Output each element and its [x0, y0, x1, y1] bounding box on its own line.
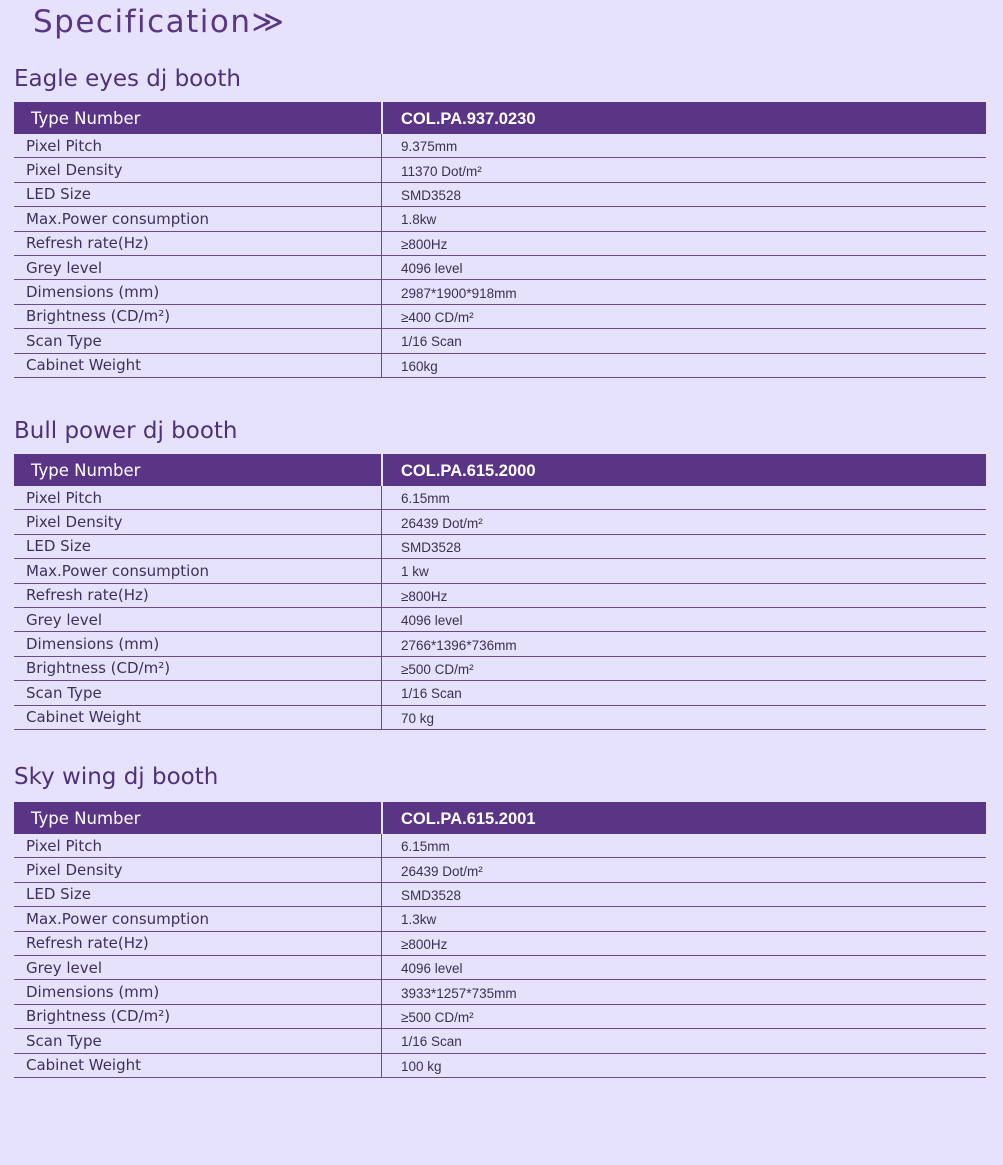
- type-number-label: Type Number: [31, 808, 141, 828]
- section-title-sky-wing: Sky wing dj booth: [14, 764, 219, 790]
- spec-value: ≥500 CD/m²: [401, 1009, 474, 1025]
- table-header-row: [14, 102, 986, 134]
- column-divider: [381, 834, 382, 858]
- spec-value: 160kg: [401, 358, 438, 374]
- column-divider: [381, 1029, 382, 1053]
- column-divider: [381, 907, 382, 931]
- table-row: [14, 256, 986, 280]
- table-row: [14, 1029, 986, 1053]
- table-row: [14, 510, 986, 534]
- column-divider: [381, 1005, 382, 1029]
- spec-label: Refresh rate(Hz): [26, 586, 149, 605]
- spec-value: ≥800Hz: [401, 588, 448, 604]
- table-row: [14, 834, 986, 858]
- table-row: [14, 1005, 986, 1029]
- column-divider: [381, 858, 382, 882]
- table-row: [14, 207, 986, 231]
- table-row: [14, 280, 986, 304]
- spec-value: 9.375mm: [401, 139, 458, 155]
- spec-value: 1/16 Scan: [401, 334, 462, 350]
- spec-label: Cabinet Weight: [26, 708, 141, 727]
- spec-label: LED Size: [26, 885, 91, 904]
- spec-value: ≥500 CD/m²: [401, 661, 474, 677]
- column-divider: [381, 486, 382, 510]
- spec-value: 1.3kw: [401, 912, 437, 928]
- table-row: [14, 932, 986, 956]
- table-row: [14, 681, 986, 705]
- spec-value: 100 kg: [401, 1058, 442, 1074]
- spec-label: Pixel Pitch: [26, 488, 102, 507]
- table-body: [14, 486, 986, 730]
- type-number-label: Type Number: [31, 108, 141, 128]
- spec-value: 4096 level: [401, 961, 463, 977]
- table-row: [14, 883, 986, 907]
- spec-label: Scan Type: [26, 1031, 102, 1050]
- section-title-eagle-eyes: Eagle eyes dj booth: [14, 66, 241, 92]
- column-divider: [381, 510, 382, 534]
- spec-value: ≥800Hz: [401, 936, 448, 952]
- spec-label: Max.Power consumption: [26, 209, 210, 228]
- spec-label: Grey level: [26, 610, 103, 629]
- table-row: [14, 305, 986, 329]
- spec-label: Pixel Pitch: [26, 836, 102, 855]
- section-title-bull-power: Bull power dj booth: [14, 418, 238, 444]
- column-divider: [381, 454, 383, 486]
- column-divider: [381, 280, 382, 304]
- table-header-row: [14, 802, 986, 834]
- column-divider: [381, 134, 382, 158]
- spec-value: 4096 level: [401, 261, 463, 277]
- spec-value: SMD3528: [401, 887, 462, 903]
- spec-value: SMD3528: [401, 539, 462, 555]
- column-divider: [381, 305, 382, 329]
- table-row: [14, 907, 986, 931]
- column-divider: [381, 980, 382, 1004]
- spec-value: 3933*1257*735mm: [401, 985, 517, 1001]
- table-row: [14, 632, 986, 656]
- spec-table-sky-wing: [14, 802, 986, 1078]
- table-body: [14, 134, 986, 378]
- spec-value: 70 kg: [401, 710, 435, 726]
- column-divider: [381, 681, 382, 705]
- spec-value: 26439 Dot/m²: [401, 863, 483, 879]
- table-body: [14, 834, 986, 1078]
- type-number-value: COL.PA.615.2001: [401, 810, 536, 828]
- spec-label: LED Size: [26, 185, 91, 204]
- spec-label: Refresh rate(Hz): [26, 934, 149, 953]
- spec-label: Grey level: [26, 258, 103, 277]
- page-title: Specification≫: [33, 4, 286, 40]
- spec-value: ≥400 CD/m²: [401, 309, 474, 325]
- column-divider: [381, 207, 382, 231]
- spec-value: 2766*1396*736mm: [401, 637, 517, 653]
- spec-label: Brightness (CD/m²): [26, 1007, 171, 1026]
- spec-label: Max.Power consumption: [26, 909, 210, 928]
- spec-label: LED Size: [26, 537, 91, 556]
- spec-value: 6.15mm: [401, 839, 450, 855]
- spec-label: Cabinet Weight: [26, 356, 141, 375]
- spec-label: Pixel Pitch: [26, 136, 102, 155]
- column-divider: [381, 559, 382, 583]
- spec-label: Pixel Density: [26, 161, 123, 180]
- column-divider: [381, 883, 382, 907]
- spec-label: Brightness (CD/m²): [26, 307, 171, 326]
- table-row: [14, 535, 986, 559]
- column-divider: [381, 354, 382, 378]
- type-number-value: COL.PA.937.0230: [401, 110, 536, 128]
- spec-table-bull-power: [14, 454, 986, 730]
- table-row: [14, 1054, 986, 1078]
- spec-label: Pixel Density: [26, 513, 123, 532]
- spec-value: 1 kw: [401, 564, 429, 580]
- table-row: [14, 559, 986, 583]
- column-divider: [381, 232, 382, 256]
- column-divider: [381, 956, 382, 980]
- spec-value: 1/16 Scan: [401, 1034, 462, 1050]
- spec-value: SMD3528: [401, 187, 462, 203]
- table-row: [14, 232, 986, 256]
- spec-label: Grey level: [26, 958, 103, 977]
- column-divider: [381, 102, 383, 134]
- spec-label: Max.Power consumption: [26, 561, 210, 580]
- column-divider: [381, 608, 382, 632]
- table-row: [14, 134, 986, 158]
- column-divider: [381, 158, 382, 182]
- spec-value: 1.8kw: [401, 212, 437, 228]
- type-number-value: COL.PA.615.2000: [401, 462, 536, 480]
- spec-label: Refresh rate(Hz): [26, 234, 149, 253]
- table-row: [14, 956, 986, 980]
- column-divider: [381, 802, 383, 834]
- spec-label: Dimensions (mm): [26, 283, 160, 302]
- spec-label: Cabinet Weight: [26, 1056, 141, 1075]
- spec-label: Scan Type: [26, 683, 102, 702]
- spec-value: 4096 level: [401, 613, 463, 629]
- spec-value: 6.15mm: [401, 491, 450, 507]
- spec-value: 2987*1900*918mm: [401, 285, 517, 301]
- table-row: [14, 158, 986, 182]
- table-row: [14, 329, 986, 353]
- column-divider: [381, 183, 382, 207]
- column-divider: [381, 632, 382, 656]
- spec-value: 11370 Dot/m²: [401, 163, 482, 179]
- table-row: [14, 706, 986, 730]
- column-divider: [381, 256, 382, 280]
- column-divider: [381, 932, 382, 956]
- table-row: [14, 183, 986, 207]
- table-row: [14, 608, 986, 632]
- spec-table-eagle-eyes: [14, 102, 986, 378]
- column-divider: [381, 535, 382, 559]
- column-divider: [381, 329, 382, 353]
- column-divider: [381, 584, 382, 608]
- spec-label: Dimensions (mm): [26, 983, 160, 1002]
- spec-value: ≥800Hz: [401, 236, 448, 252]
- table-header-row: [14, 454, 986, 486]
- table-row: [14, 980, 986, 1004]
- spec-label: Pixel Density: [26, 861, 123, 880]
- type-number-label: Type Number: [31, 460, 141, 480]
- spec-value: 1/16 Scan: [401, 686, 462, 702]
- spec-label: Brightness (CD/m²): [26, 659, 171, 678]
- table-row: [14, 584, 986, 608]
- table-row: [14, 858, 986, 882]
- table-row: [14, 486, 986, 510]
- table-row: [14, 657, 986, 681]
- spec-label: Dimensions (mm): [26, 635, 160, 654]
- table-row: [14, 354, 986, 378]
- column-divider: [381, 657, 382, 681]
- spec-value: 26439 Dot/m²: [401, 515, 483, 531]
- column-divider: [381, 1054, 382, 1078]
- column-divider: [381, 706, 382, 730]
- spec-label: Scan Type: [26, 331, 102, 350]
